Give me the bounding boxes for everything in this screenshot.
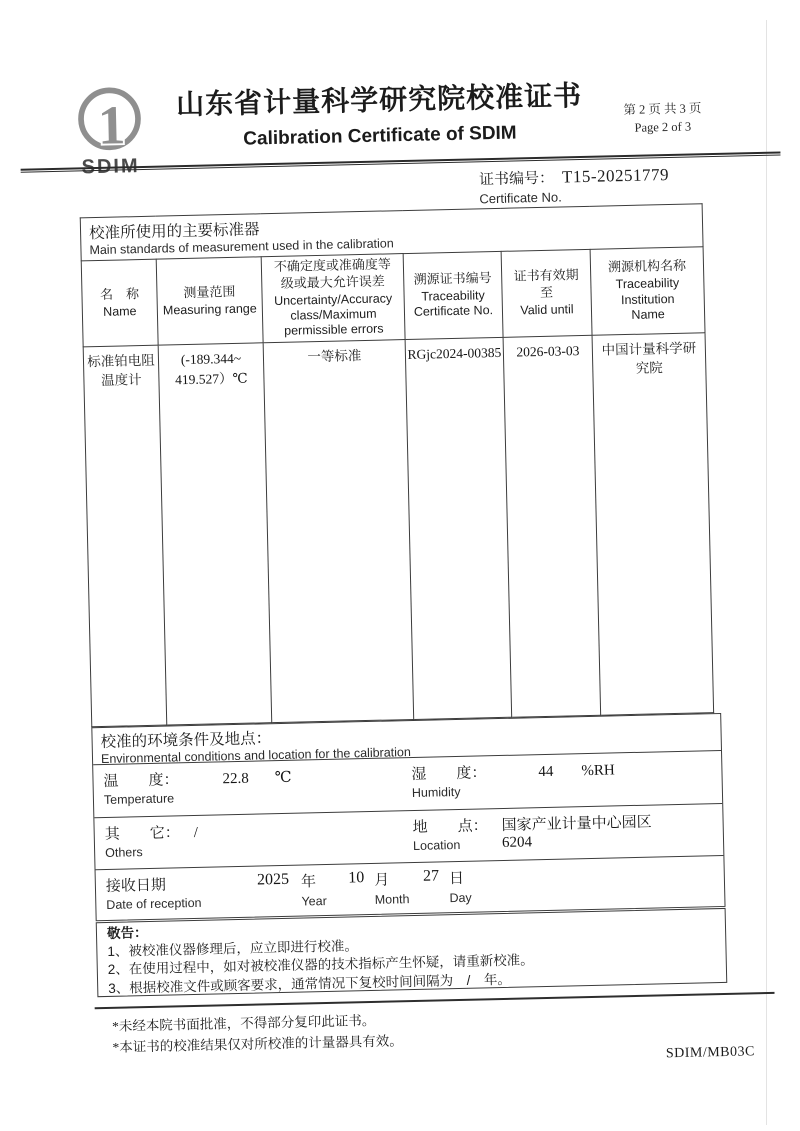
form-code: SDIM/MB03C	[665, 1044, 756, 1062]
cell-accuracy-class: 一等标准	[263, 339, 414, 722]
page-number-en: Page 2 of 3	[634, 119, 692, 135]
reception-year-unit: 年 Year	[300, 873, 327, 909]
notice-title: 敬告：	[106, 925, 148, 941]
temperature-value: 22.8	[222, 770, 249, 788]
col-header-traceability-cert-no: 溯源证书编号 Traceability Certificate No.	[403, 251, 503, 339]
title-chinese: 山东省计量科学研究院校准证书	[175, 79, 583, 121]
notice-item-2: 2、在使用过程中，如对被校准仪器的技术指标产生怀疑，请重新校准。	[107, 952, 534, 977]
page-number-cn: 第 2 页 共 3 页	[623, 101, 702, 118]
humidity-label-en: Humidity	[411, 784, 461, 801]
certificate-number-label-en: Certificate No.	[479, 189, 562, 207]
reception-date-field	[106, 867, 472, 913]
title-english: Calibration Certificate of SDIM	[243, 122, 517, 150]
environment-title-en: Environmental conditions and location for the calibration	[100, 745, 412, 767]
reception-month-unit: 月 Month	[374, 871, 410, 907]
cell-standard-name: 标准铂电阻 温度计	[83, 345, 167, 727]
certificate-number-block	[479, 164, 670, 206]
svg-text:1: 1	[97, 94, 126, 156]
others-label-en: Others	[105, 845, 143, 860]
location-value: 国家产业计量中心园区 6204	[501, 814, 652, 851]
col-header-valid-until: 证书有效期 至 Valid until	[501, 249, 592, 337]
temperature-unit: ℃	[274, 769, 292, 787]
humidity-field	[411, 758, 615, 800]
standards-header-row	[81, 247, 705, 347]
cell-traceability-cert-no: RGjc2024-00385	[405, 337, 512, 719]
humidity-unit: %RH	[581, 762, 615, 780]
reception-year-value: 2025	[256, 870, 290, 889]
certificate-page	[19, 70, 800, 1087]
reception-day-unit: 日 Day	[448, 869, 472, 906]
environment-section	[91, 713, 725, 921]
page-number	[587, 98, 738, 138]
others-field	[104, 821, 198, 860]
col-header-traceability-institution: 溯源机构名称 Traceability Institution Name	[590, 247, 705, 335]
notice-section	[96, 908, 728, 997]
col-header-measuring-range: 测量范围 Measuring range	[156, 257, 263, 345]
footnote-2: *本证书的校准结果仅对所校准的计量器具有效。	[112, 1033, 403, 1055]
reception-month-value: 10	[348, 869, 365, 887]
notice-item-3: 3、根据校准文件或顾客要求，通常情况下复校时间间隔为 / 年。	[108, 971, 512, 996]
notice-item-1: 1、被校准仪器修理后，应立即进行校准。	[107, 937, 359, 959]
cell-traceability-institution: 中国计量科学研 究院	[592, 332, 714, 714]
certificate-number-line	[479, 164, 669, 189]
location-label-en: Location	[412, 837, 461, 853]
standards-title-en: Main standards of measurement used in the calibration	[89, 236, 394, 258]
footnotes-block	[112, 1010, 403, 1058]
others-value: /	[193, 824, 199, 841]
environment-title-cn: 校准的环境条件及地点：	[100, 730, 272, 752]
others-label-cn: 其 它：	[104, 824, 180, 843]
location-field	[412, 811, 652, 854]
col-header-name: 名 称 Name	[81, 259, 158, 346]
standards-data-row	[83, 332, 714, 726]
humidity-value: 44	[538, 763, 554, 781]
sdim-logo-text: SDIM	[81, 155, 140, 179]
standards-title-cn: 校准所使用的主要标准器	[88, 221, 260, 243]
temperature-label-cn: 温 度：	[103, 771, 179, 791]
reception-label-cn: 接收日期	[105, 876, 167, 895]
reception-day-value: 27	[422, 867, 440, 885]
document-title-block	[139, 73, 620, 153]
cell-valid-until: 2026-03-03	[503, 335, 601, 717]
footnote-1: *未经本院书面批准，不得部分复印此证书。	[111, 1012, 376, 1034]
reception-label-en: Date of reception	[106, 895, 202, 912]
col-header-uncertainty: 不确定度或准确度等 级或最大允许误差 Uncertainty/Accuracy class/Maximum permissible errors	[261, 254, 405, 343]
certificate-number-label-cn: 证书编号：	[478, 169, 555, 189]
certificate-number-value: T15-20251779	[561, 165, 670, 187]
location-label-block	[412, 814, 488, 853]
humidity-label-cn: 湿 度：	[411, 764, 487, 784]
cell-measuring-range: (-189.344~ 419.527）℃	[158, 342, 272, 724]
standards-table	[80, 203, 714, 727]
temperature-field	[103, 766, 292, 807]
temperature-label-en: Temperature	[103, 791, 175, 807]
location-label-cn: 地 点：	[412, 817, 488, 837]
reception-label-block	[106, 873, 202, 912]
